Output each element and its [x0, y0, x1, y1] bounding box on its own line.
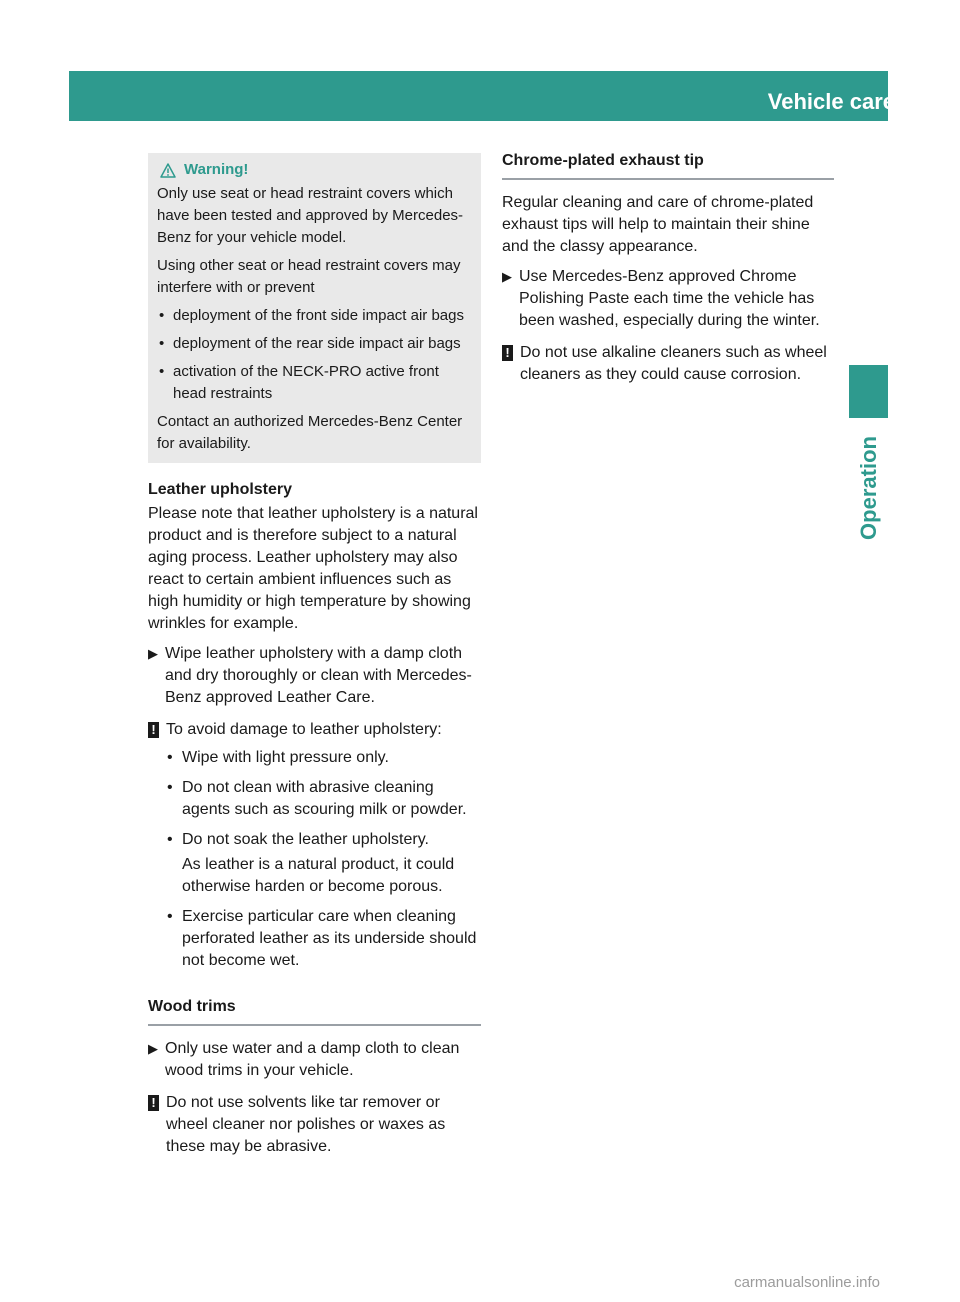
wood-note-text: Do not use solvents like tar remover or wheel cleaner nor polishes or waxes as these may be abrasive. — [166, 1094, 446, 1155]
leather-intro: Please note that leather upholstery is a natural product and is therefore subject to a natural aging process. Leather upholstery may also react to certain ambient influences such as high humidity or high temperature by showing wrinkles for example. — [148, 505, 478, 632]
leather-note-item — [166, 829, 481, 898]
warning-bullet: • activation of the NECK-PRO active front head restraints — [157, 361, 473, 405]
step-arrow-icon: ▶ — [502, 269, 512, 284]
warning-triangle-icon — [160, 163, 176, 178]
chrome-step-text: Use Mercedes-Benz approved Chrome Polishing Paste each time the vehicle has been washed, especially during the winter. — [519, 268, 820, 329]
chrome-step — [502, 266, 834, 332]
warning-paragraph-3: Contact an authorized Mercedes-Benz Center for availability. — [157, 413, 463, 452]
warning-bullet: • deployment of the rear side impact air bags — [157, 333, 473, 355]
leather-note-item-text: Do not soak the leather upholstery. — [182, 831, 429, 848]
chrome-note — [502, 342, 834, 386]
chapter-tab-marker — [849, 365, 888, 418]
chapter-label-text: Operation — [855, 435, 881, 540]
wood-step-text: Only use water and a damp cloth to clean wood trims in your vehicle. — [165, 1040, 460, 1079]
step-arrow-icon: ▶ — [148, 1041, 158, 1056]
warning-box — [148, 153, 481, 463]
leather-note — [148, 719, 481, 741]
exclamation-icon: ! — [502, 345, 513, 361]
leather-heading: Leather upholstery — [148, 481, 293, 498]
leather-note-item-text: Do not clean with abrasive cleaning agents such as scouring milk or powder. — [182, 779, 467, 818]
leather-note-item-text: Wipe with light pressure only. — [182, 749, 389, 766]
wood-note — [148, 1092, 481, 1158]
section-title: Vehicle care — [767, 89, 895, 114]
leather-note-item-text: Exercise particular care when cleaning perforated leather as its underside should not become wet. — [182, 908, 477, 969]
leather-note-item — [166, 906, 481, 972]
wood-step — [148, 1038, 481, 1082]
exclamation-icon: ! — [148, 722, 159, 738]
leather-step — [148, 643, 481, 709]
exclamation-icon: ! — [148, 1095, 159, 1111]
chrome-note-text: Do not use alkaline cleaners such as wheel cleaners as they could cause corrosion. — [520, 344, 827, 383]
step-arrow-icon: ▶ — [148, 646, 158, 661]
leather-note-list — [148, 747, 481, 972]
leather-note-item — [166, 777, 481, 821]
warning-header — [160, 159, 473, 181]
header-bar — [69, 71, 949, 121]
warning-bullet: • deployment of the front side impact air bags — [157, 305, 473, 327]
warning-title: Warning! — [184, 161, 249, 178]
left-column — [148, 153, 481, 1164]
warning-bullet-list — [157, 305, 473, 405]
watermark: carmanualsonline.info — [734, 1274, 880, 1291]
wood-heading: Wood trims — [148, 996, 481, 1026]
leather-note-item — [166, 747, 481, 769]
section-spacer — [148, 980, 481, 996]
chrome-heading: Chrome-plated exhaust tip — [502, 150, 834, 180]
warning-paragraph-1: Only use seat or head restraint covers which have been tested and approved by Mercedes-Benz for your vehicle model. — [157, 185, 464, 246]
leather-step-text: Wipe leather upholstery with a damp cloth and dry thoroughly or clean with Mercedes-Benz approved Leather Care. — [165, 645, 472, 706]
leather-note-intro: To avoid damage to leather upholstery: — [166, 721, 442, 738]
leather-note-item-subtext: As leather is a natural product, it could otherwise harden or become porous. — [182, 856, 455, 895]
chapter-tab-label — [849, 425, 888, 550]
chrome-intro: Regular cleaning and care of chrome-plated exhaust tips will help to maintain their shine and the classy appearance. — [502, 194, 814, 255]
page-number: 447 — [915, 92, 949, 114]
warning-paragraph-2: Using other seat or head restraint covers may interfere with or prevent — [157, 257, 461, 296]
right-column — [502, 150, 834, 392]
